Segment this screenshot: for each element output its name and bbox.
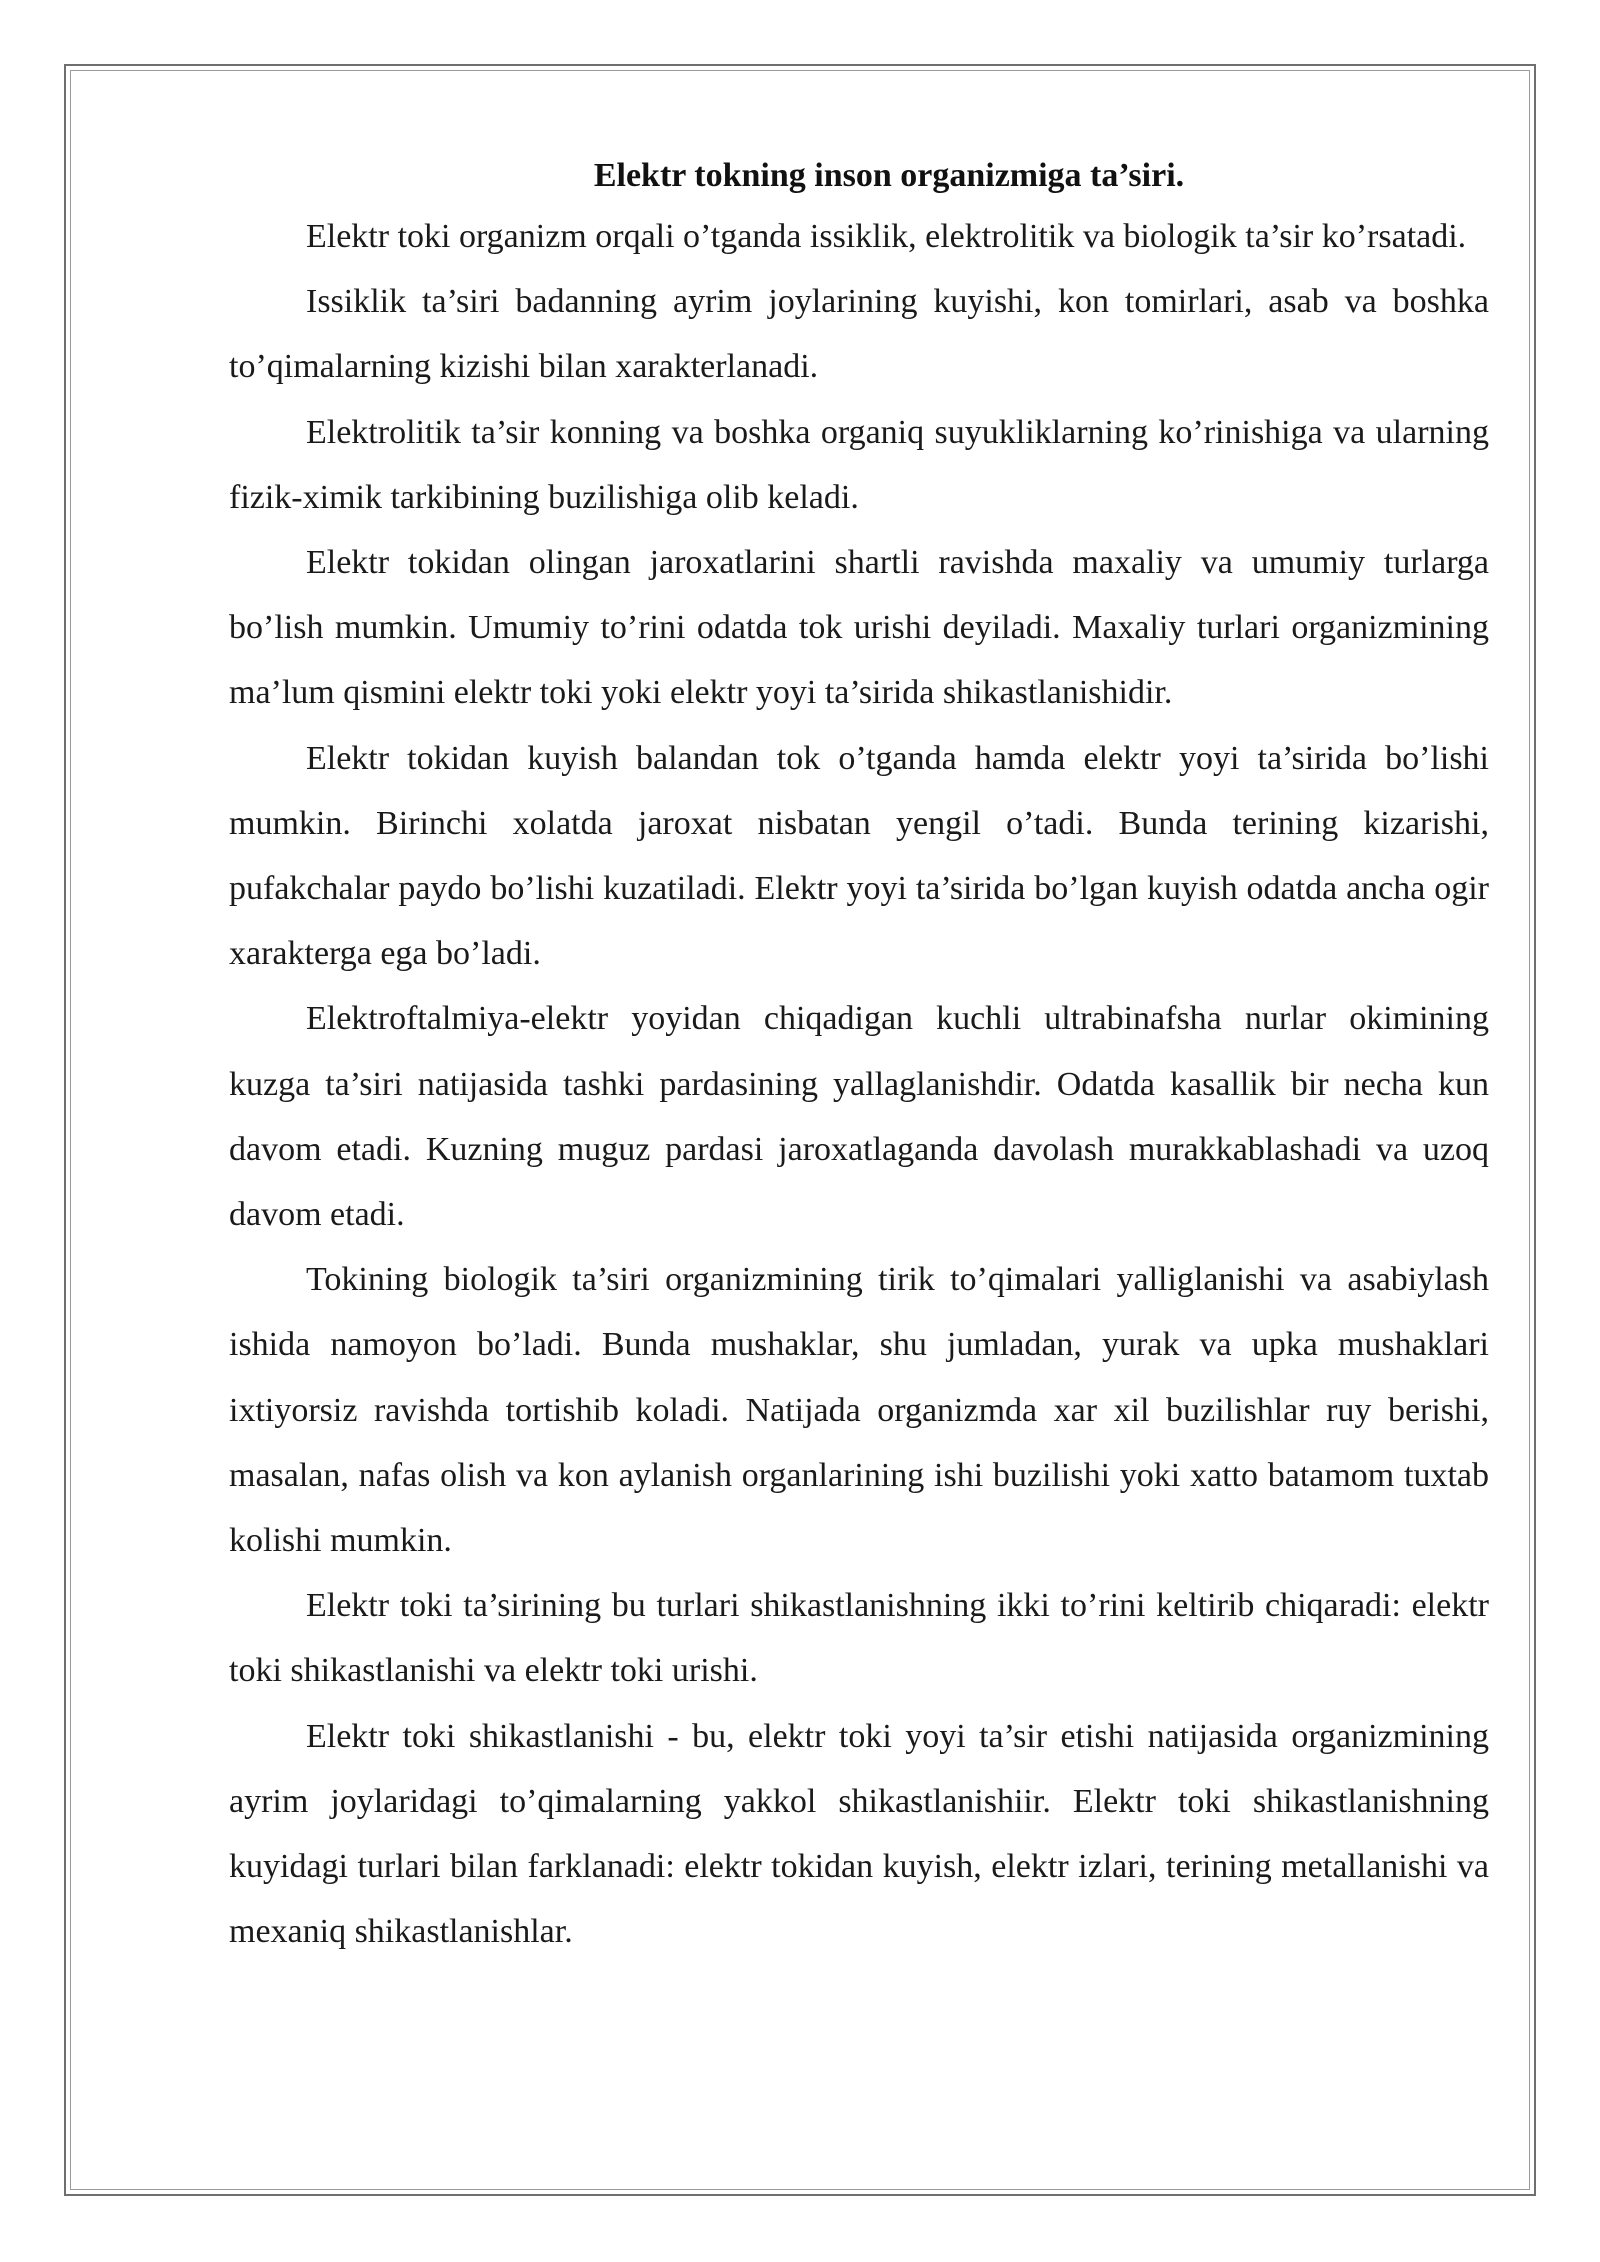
paragraph-5: Elektr tokidan kuyish balandan tok o’tganda hamda elektr yoyi ta’sirida bo’lishi mumkin. Birinchi xolatda jaroxat nisbatan yengil o’tadi. Bunda terining kizarishi, pufakchalar paydo bo’lishi kuzatiladi. Elektr yoyi ta’sirida bo’lgan kuyish odatda ancha ogir xarakterga ega bo’ladi. [229, 739, 1489, 973]
document-body [229, 148, 1489, 1964]
paragraph-4: Elektr tokidan olingan jaroxatlarini shartli ravishda maxaliy va umumiy turlarga bo’lish mumkin. Umumiy to’rini odatda tok urishi deyiladi. Maxaliy turlari organizmining ma’lum qismini elektr toki yoki elektr yoyi ta’sirida shikastlanishidir. [229, 544, 1489, 712]
document-title: Elektr tokning inson organizmiga ta’siri. [593, 157, 1185, 194]
paragraph-8: Elektr toki ta’sirining bu turlari shikastlanishning ikki to’rini keltirib chiqaradi: elektr toki shikastlanishi va elektr toki urishi. [229, 1587, 1489, 1690]
paragraph-2: Issiklik ta’siri badanning ayrim joylarining kuyishi, kon tomirlari, asab va boshka to’qimalarning kizishi bilan xarakterlanadi. [229, 283, 1489, 386]
paragraph-1: Elektr toki organizm orqali o’tganda issiklik, elektrolitik va biologik ta’sir ko’rsatadi. [306, 218, 1467, 255]
paragraph-9: Elektr toki shikastlanishi - bu, elektr toki yoyi ta’sir etishi natijasida organizmining ayrim joylaridagi to’qimalarning yakkol shikastlanishiir. Elektr toki shikastlanishning kuyidagi turlari bilan farklanadi: elektr tokidan kuyish, elektr izlari, terining metallanishi va mexaniq shikastlanishlar. [229, 1717, 1489, 1951]
paragraph-7: Tokining biologik ta’siri organizmining tirik to’qimalari yalliglanishi va asabiylash ishida namoyon bo’ladi. Bunda mushaklar, shu jumladan, yurak va upka mushaklari ixtiyorsiz ravishda tortishib koladi. Natijada organizmda xar xil buzilishlar ruy berishi, masalan, nafas olish va kon aylanish organlarining ishi buzilishi yoki xatto batamom tuxtab kolishi mumkin. [229, 1261, 1489, 1560]
paragraph-6: Elektroftalmiya-elektr yoyidan chiqadigan kuchli ultrabinafsha nurlar okimining kuzga ta’siri natijasida tashki pardasining yallaglanishdir. Odatda kasallik bir necha kun davom etadi. Kuzning muguz pardasi jaroxatlaganda davolash murakkablashadi va uzoq davom etadi. [229, 1000, 1489, 1234]
paragraph-3: Elektrolitik ta’sir konning va boshka organiq suyukliklarning ko’rinishiga va ularning fizik-ximik tarkibining buzilishiga olib keladi. [229, 413, 1489, 516]
